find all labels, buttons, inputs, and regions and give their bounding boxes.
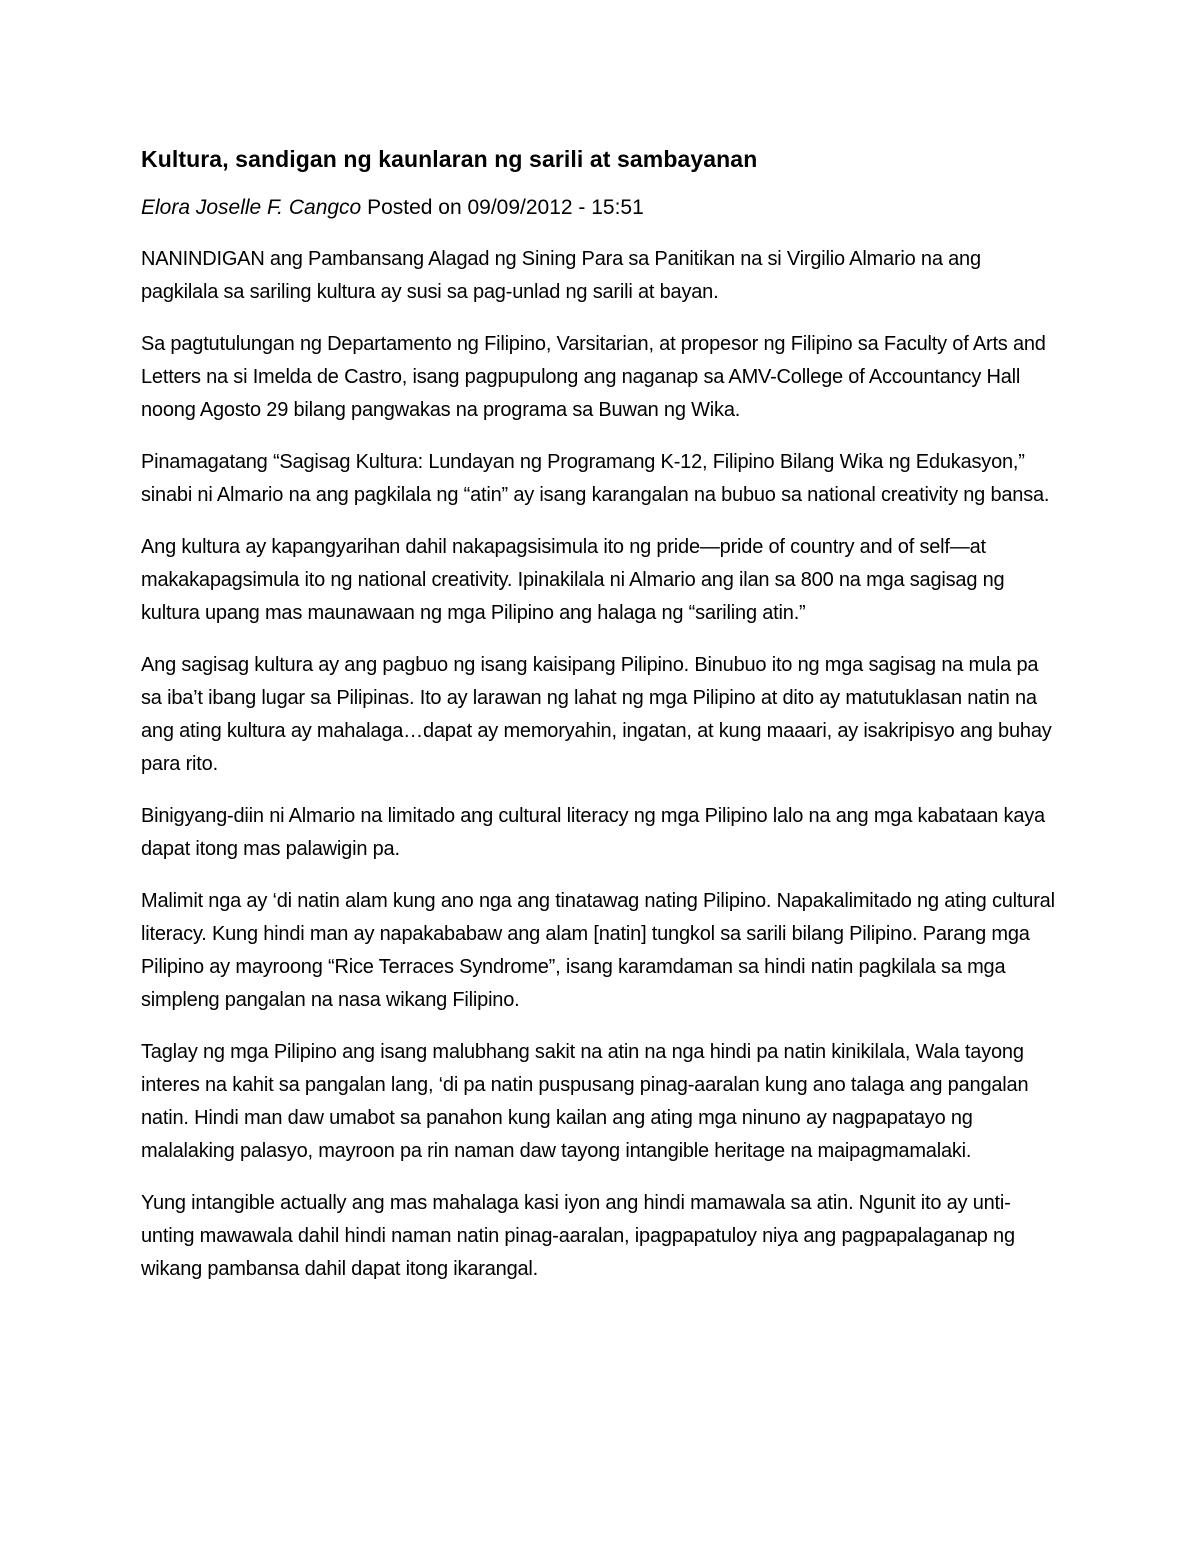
article-posted-date: Posted on 09/09/2012 - 15:51 xyxy=(361,196,644,219)
paragraph-7: Malimit nga ay ‘di natin alam kung ano nga ang tinatawag nating Pilipino. Napakalimitado ng ating cultural literacy. Kung hindi man ay napakababaw ang alam [natin] tungkol sa sarili bilang Pilipino. Parang mga Pilipino ay mayroong “Rice Terraces Syndrome”, isang karamdaman sa hindi natin pagkilala sa mga simpleng pangalan na nasa wikang Filipino. xyxy=(141,890,1055,1011)
article-title: Kultura, sandigan ng kaunlaran ng sarili at sambayanan xyxy=(141,146,758,172)
paragraph-4: Ang kultura ay kapangyarihan dahil nakapagsisimula ito ng pride—pride of country and of self—at makakapagsimula ito ng national creativity. Ipinakilala ni Almario ang ilan sa 800 na mga sagisag ng kultura upang mas maunawaan ng mga Pilipino ang halaga ng “sariling atin.” xyxy=(141,536,1005,624)
paragraph-2: Sa pagtutulungan ng Departamento ng Filipino, Varsitarian, at propesor ng Filipino sa Faculty of Arts and Letters na si Imelda de Castro, isang pagpupulong ang naganap sa AMV-College of Accountancy Hall noong Agosto 29 bilang pangwakas na programa sa Buwan ng Wika. xyxy=(141,333,1046,421)
paragraph-5: Ang sagisag kultura ay ang pagbuo ng isang kaisipang Pilipino. Binubuo ito ng mga sagisag na mula pa sa iba’t ibang lugar sa Pilipinas. Ito ay larawan ng lahat ng mga Pilipino at dito ay matutuklasan natin na ang ating kultura ay mahalaga…dapat ay memoryahin, ingatan, at kung maaari, ay isakripisyo ang buhay para rito. xyxy=(141,654,1052,775)
paragraph-9: Yung intangible actually ang mas mahalaga kasi iyon ang hindi mamawala sa atin. Ngunit ito ay unti-unting mawawala dahil hindi naman natin pinag-aaralan, ipagpapatuloy niya ang pagpapalaganap ng wikang pambansa dahil dapat itong ikarangal. xyxy=(141,1192,1015,1280)
paragraph-3: Pinamagatang “Sagisag Kultura: Lundayan ng Programang K-12, Filipino Bilang Wika ng Edukasyon,” sinabi ni Almario na ang pagkilala ng “atin” ay isang karangalan na bubuo sa national creativity ng bansa. xyxy=(141,451,1050,506)
paragraph-8: Taglay ng mga Pilipino ang isang malubhang sakit na atin na nga hindi pa natin kinikilala, Wala tayong interes na kahit sa pangalan lang, ‘di pa natin puspusang pinag-aaralan kung ano talaga ang pangalan natin. Hindi man daw umabot sa panahon kung kailan ang ating mga ninuno ay nagpapatayo ng malalaking palasyo, mayroon pa rin naman daw tayong intangible heritage na maipagmamalaki. xyxy=(141,1041,1029,1162)
article-byline xyxy=(141,191,1061,224)
document-page xyxy=(141,144,1061,1305)
paragraph-6: Binigyang-diin ni Almario na limitado ang cultural literacy ng mga Pilipino lalo na ang mga kabataan kaya dapat itong mas palawigin pa. xyxy=(141,805,1045,860)
paragraph-1: NANINDIGAN ang Pambansang Alagad ng Sining Para sa Panitikan na si Virgilio Almario na ang pagkilala sa sariling kultura ay susi sa pag-unlad ng sarili at bayan. xyxy=(141,248,981,303)
article-author: Elora Joselle F. Cangco xyxy=(141,196,362,219)
